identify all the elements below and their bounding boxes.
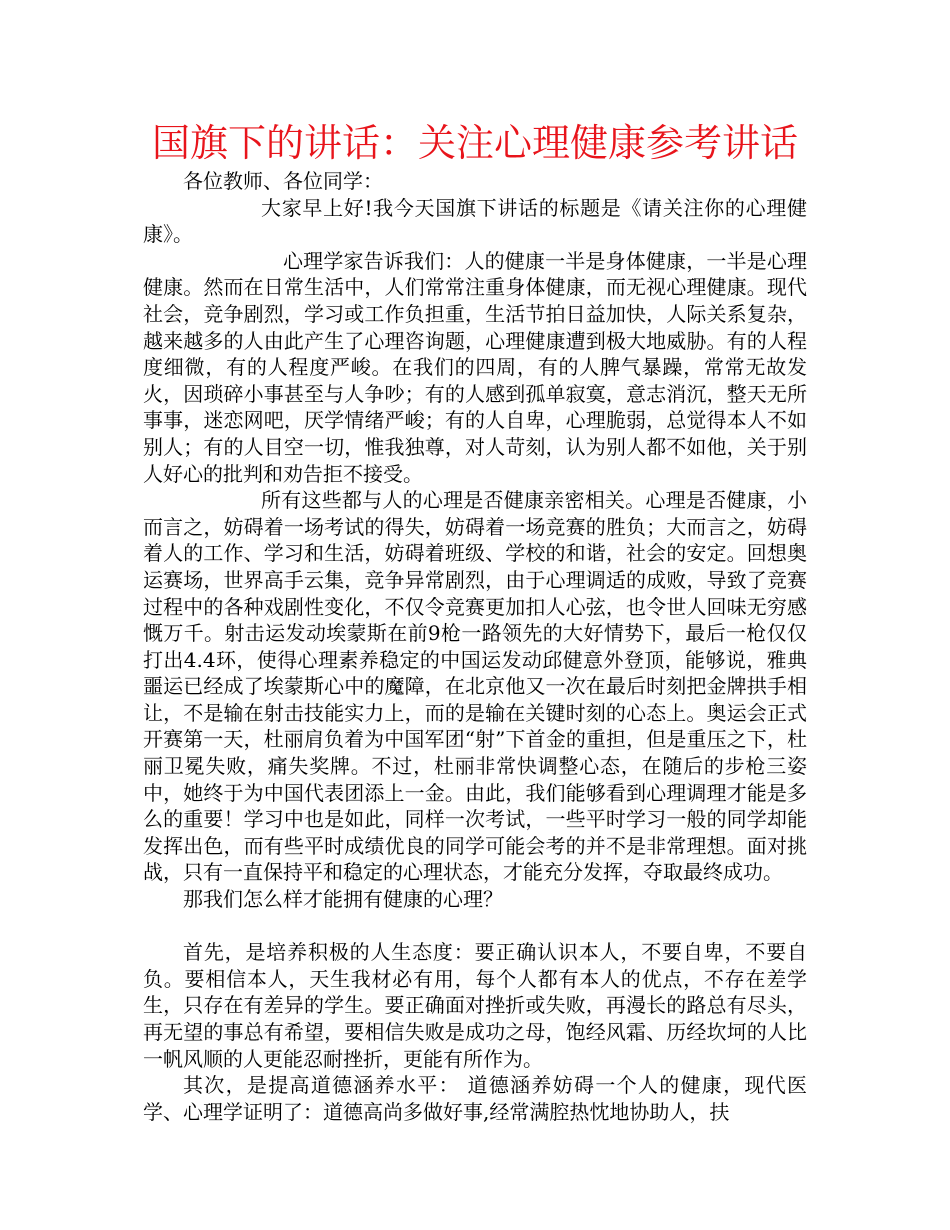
document-body — [143, 168, 807, 1125]
paragraph-first: 首先，是培养积极的人生态度：要正确认识本人，不要自卑，不要自负。要相信本人，天生我材必有用，每个人都有本人的优点，不存在差学生，只存在有差异的学生。要正确面对挫折或失败，再漫长的路总有尽头，再无望的事总有希望，要相信失败是成功之母，饱经风霜、历经坎坷的人比一帆风顺的人更能忍耐挫折，更能有所作为。 — [143, 940, 807, 1071]
paragraph-olympics: 所有这些都与人的心理是否健康亲密相关。心理是否健康，小而言之，妨碍着一场考试的得失，妨碍着一场竞赛的胜负；大而言之，妨碍着人的工作、学习和生活，妨碍着班级、学校的和谐，社会的安定。回想奥运赛场，世界高手云集，竞争异常剧烈，由于心理调适的成败，导致了竞赛过程中的各种戏剧性变化，不仅令竞赛更加扣人心弦，也令世人回味无穷感慨万千。射击运发动埃蒙斯在前9枪一路领先的大好情势下，最后一枪仅仅打出4.4环，使得心理素养稳定的中国运发动邱健意外登顶，能够说，雅典噩运已经成了埃蒙斯心中的魔障，在北京他又一次在最后时刻把金牌拱手相让，不是输在射击技能实力上，而的是输在关键时刻的心态上。奥运会正式开赛第一天，杜丽肩负着为中国军团“射”下首金的重担，但是重压之下，杜丽卫冕失败，痛失奖牌。不过，杜丽非常快调整心态，在随后的步枪三姿中，她终于为中国代表团添上一金。由此，我们能够看到心理调理才能是多么的重要！学习中也是如此，同样一次考试，一些平时学习一般的同学却能发挥出色，而有些平时成绩优良的同学可能会考的并不是非常理想。面对挑战，只有一直保持平和稳定的心理状态，才能充分发挥，夺取最终成功。 — [143, 488, 807, 885]
paragraph-question: 那我们怎么样才能拥有健康的心理？ — [183, 887, 503, 912]
blank-line — [143, 913, 807, 940]
paragraph-second: 其次，是提高道德涵养水平： 道德涵养妨碍一个人的健康，现代医学、心理学证明了：道德高尚多做好事,经常满腔热忱地协助人，扶 — [143, 1073, 807, 1124]
paragraph-psychology: 心理学家告诉我们：人的健康一半是身体健康，一半是心理健康。然而在日常生活中，人们常常注重身体健康，而无视心理健康。现代社会，竞争剧烈，学习或工作负担重，生活节拍日益加快，人际关系复杂，越来越多的人由此产生了心理咨询题，心理健康遭到极大地威胁。有的人程度细微，有的人程度严峻。在我们的四周，有的人脾气暴躁，常常无故发火，因琐碎小事甚至与人争吵；有的人感到孤单寂寞，意志消沉，整天无所事事，迷恋网吧，厌学情绪严峻；有的人自卑，心理脆弱，总觉得本人不如别人；有的人目空一切，惟我独尊，对人苛刻，认为别人都不如他，关于别人好心的批判和劝告拒不接受。 — [143, 248, 807, 486]
document-title: 国旗下的讲话：关注心理健康参考讲话 — [151, 121, 798, 165]
paragraph-salutation: 各位教师、各位同学： — [183, 169, 383, 193]
paragraph-greeting: 大家早上好!我今天国旗下讲话的标题是《请关注你的心理健康》。 — [143, 195, 807, 247]
